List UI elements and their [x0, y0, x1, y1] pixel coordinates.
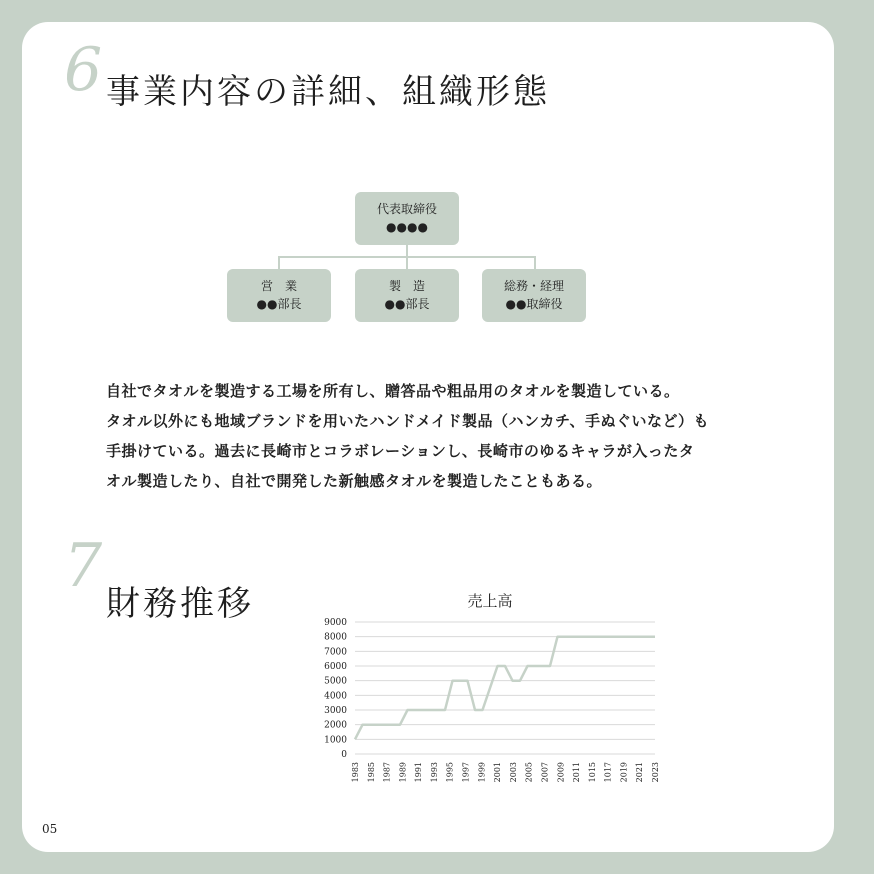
y-tick-label: 2000 — [324, 720, 347, 731]
x-tick-label: 2019 — [619, 762, 629, 783]
x-tick-label: 1995 — [445, 762, 455, 783]
org-box-title: 製 造 — [388, 279, 425, 293]
x-tick-label: 2023 — [651, 762, 660, 783]
y-tick-label: 3000 — [324, 706, 347, 716]
x-tick-label: 1987 — [382, 762, 392, 783]
org-box-sales — [227, 269, 331, 322]
org-box-name: ●●取締役 — [505, 297, 563, 311]
org-box-name: ●●●● — [386, 220, 428, 234]
y-tick-label: 5000 — [324, 676, 347, 687]
x-tick-label: 1983 — [351, 762, 360, 783]
y-tick-label: 0 — [341, 750, 347, 760]
y-tick-label: 8000 — [324, 632, 347, 643]
org-box-ceo — [355, 192, 459, 245]
y-tick-label: 9000 — [324, 618, 347, 628]
y-tick-label: 4000 — [324, 691, 347, 702]
x-tick-label: 1017 — [603, 762, 613, 783]
sales-line-chart — [315, 612, 675, 802]
x-tick-label: 1989 — [398, 762, 408, 783]
x-tick-label: 1997 — [461, 762, 471, 783]
series-line — [355, 637, 655, 740]
org-box-title: 営 業 — [260, 279, 297, 293]
org-line-left-stem — [278, 256, 280, 270]
x-tick-label: 2001 — [493, 762, 503, 783]
org-box-title: 総務・経理 — [503, 279, 564, 293]
business-description — [106, 376, 766, 496]
x-tick-label: 2005 — [524, 762, 534, 783]
description-line: オル製造したり、自社で開発した新触感タオルを製造したこともある。 — [106, 472, 603, 490]
org-box-name: ●●部長 — [256, 297, 302, 311]
org-line-right-stem — [534, 256, 536, 270]
section-7-number: 7 — [64, 531, 103, 601]
x-tick-label: 1015 — [587, 762, 597, 783]
x-tick-label: 1999 — [477, 762, 487, 783]
chart-title: 売上高 — [467, 592, 513, 610]
y-tick-label: 6000 — [324, 662, 347, 672]
org-line-mid-stem — [406, 256, 408, 270]
section-7-title: 財務推移 — [106, 584, 254, 624]
y-tick-label: 1000 — [324, 735, 347, 746]
description-line: 自社でタオルを製造する工場を所有し、贈答品や粗品用のタオルを製造している。 — [106, 382, 680, 400]
page-number: 05 — [42, 822, 58, 836]
x-tick-label: 2003 — [508, 762, 518, 783]
description-line: タオル以外にも地域ブランドを用いたハンドメイド製品（ハンカチ、手ぬぐいなど）も — [106, 412, 710, 430]
org-box-title: 代表取締役 — [376, 202, 437, 216]
section-6-title: 事業内容の詳細、組織形態 — [106, 72, 550, 112]
org-box-admin — [482, 269, 586, 322]
section-6-number: 6 — [64, 35, 103, 105]
x-tick-label: 2009 — [556, 762, 566, 783]
x-tick-label: 1993 — [429, 762, 439, 783]
org-box-name: ●●部長 — [384, 297, 430, 311]
x-tick-label: 2021 — [635, 762, 645, 783]
x-tick-label: 1991 — [414, 762, 424, 783]
x-tick-label: 1985 — [366, 762, 376, 783]
description-line: 手掛けている。過去に長崎市とコラボレーションし、長崎市のゆるキャラが入ったタ — [106, 442, 695, 460]
x-tick-label: 2007 — [540, 762, 550, 783]
org-box-manufacturing — [355, 269, 459, 322]
x-tick-label: 2011 — [572, 762, 582, 783]
y-tick-label: 7000 — [324, 647, 347, 658]
